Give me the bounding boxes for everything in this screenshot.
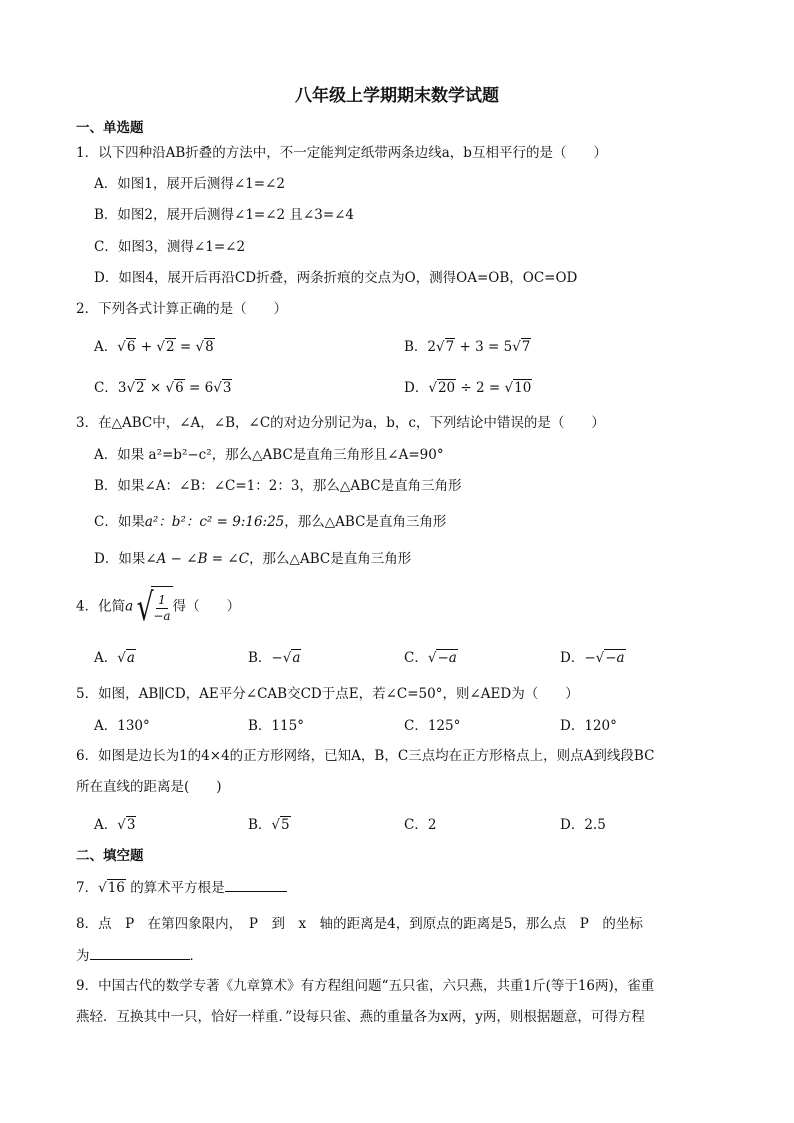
question-number: 7． <box>76 880 99 896</box>
sqrt-expression: √20 <box>428 380 456 396</box>
option-label: D． <box>404 380 429 396</box>
question-5-stem: 5．如图，AB∥CD，AE平分∠CAB交CD于点E，若∠C=50°，则∠AED为（ ） <box>76 686 579 702</box>
question-6-option-c: C．2 <box>404 817 437 833</box>
option-label: C． <box>94 380 118 396</box>
operator: × <box>145 380 166 396</box>
question-2-option-a <box>94 337 215 357</box>
coefficient: 2 <box>427 339 437 355</box>
question-4-option-b <box>248 648 301 668</box>
option-label: A． <box>94 817 118 833</box>
answer-blank[interactable] <box>90 945 190 960</box>
operator: + <box>136 339 157 355</box>
operator: = 6 <box>184 380 214 396</box>
sqrt-expression: √6 <box>117 339 136 355</box>
radicand: 7 <box>445 339 455 355</box>
question-5-option-d: D．120° <box>560 718 617 734</box>
radicand: a <box>292 650 301 666</box>
radicand: 5 <box>281 817 290 833</box>
radicand: 6 <box>175 380 184 396</box>
question-6-line-1: 6．如图是边长为1的4×4的正方形网络，已知A，B，C三点均在正方形格点上，则点A到线段BC <box>76 748 655 764</box>
math-expression: ∠A − ∠B = ∠C <box>145 551 250 567</box>
sqrt-expression: √7 <box>436 339 455 355</box>
sqrt-expression: √3 <box>213 380 232 396</box>
sqrt-expression: √−a <box>595 650 625 666</box>
question-1-option-b: B．如图2，展开后测得∠1=∠2 且∠3=∠4 <box>94 207 355 223</box>
stem-text: 得（ ） <box>172 598 241 615</box>
question-text: 的算术平方根是 <box>130 880 225 896</box>
operator: + 3 = 5 <box>455 339 513 355</box>
radicand: 8 <box>205 339 214 355</box>
sqrt-expression: √7 <box>512 339 531 355</box>
stem-text: 4．化简 <box>76 598 126 615</box>
question-6-line-2: 所在直线的距离是( ) <box>76 779 222 795</box>
question-5-option-b: B．115° <box>248 718 304 734</box>
option-label: C． <box>404 650 428 666</box>
question-1-option-a: A．如图1，展开后测得∠1=∠2 <box>94 176 285 192</box>
sqrt-expression: √−a <box>427 650 457 666</box>
option-label: A． <box>94 339 118 355</box>
math-expression: a²：b²：c² = 9:16:25 <box>144 514 285 530</box>
question-6-option-b <box>248 815 291 835</box>
sqrt-expression: √2 <box>126 380 145 396</box>
question-4-option-c <box>404 648 458 668</box>
sqrt-expression: √10 <box>504 380 532 396</box>
option-label: A． <box>94 650 118 666</box>
operator: = <box>175 339 196 355</box>
question-1-stem: 1．以下四种沿AB折叠的方法中，不一定能判定纸带两条边线a，b互相平行的是（ ） <box>76 145 607 161</box>
option-label: B． <box>248 817 272 833</box>
question-text: ． <box>189 948 203 964</box>
coefficient: 3 <box>117 380 127 396</box>
option-label: B． <box>248 650 272 666</box>
radicand: 6 <box>126 339 136 355</box>
question-3-option-b: B．如果∠A：∠B：∠C=1：2：3，那么△ABC是直角三角形 <box>94 478 462 494</box>
question-6-option-a <box>94 815 136 835</box>
sqrt-fraction: √ $\frac{1}{-a}$ <box>136 585 171 629</box>
question-6-option-d: D．2.5 <box>560 817 606 833</box>
option-text: D．如果 <box>94 551 146 567</box>
sqrt-expression: √8 <box>195 339 214 355</box>
sqrt-expression: √3 <box>117 817 136 833</box>
answer-blank[interactable] <box>225 877 287 892</box>
question-5-option-c: C．125° <box>404 718 461 734</box>
radicand: −a <box>605 650 625 666</box>
question-9-line-1: 9．中国古代的数学专著《九章算术》有方程组问题“五只雀，六只燕，共重1斤(等于16两)，雀重 <box>76 978 655 994</box>
sign: − <box>584 650 596 666</box>
question-3-option-d <box>94 549 411 569</box>
operator: ÷ 2 = <box>456 380 505 396</box>
variable: a <box>125 598 134 615</box>
sqrt-expression: √a <box>282 650 301 666</box>
sqrt-expression: √5 <box>271 817 290 833</box>
sqrt-expression: √a <box>117 650 135 666</box>
radicand: 10 <box>514 380 532 396</box>
option-text: ，那么△ABC是直角三角形 <box>284 514 447 530</box>
radicand: 3 <box>126 817 136 833</box>
option-label: B． <box>404 339 428 355</box>
question-2-stem: 2．下列各式计算正确的是（ ） <box>76 301 288 317</box>
section-heading-fill-in: 二、填空题 <box>76 848 144 864</box>
sqrt-expression: √2 <box>156 339 175 355</box>
question-2-option-b <box>404 337 531 357</box>
radicand: 2 <box>165 339 175 355</box>
section-heading-single-choice: 一、单选题 <box>76 120 144 136</box>
sqrt-expression: √16 <box>98 880 125 896</box>
question-4-option-a <box>94 648 136 668</box>
numerator: 1 <box>158 593 166 607</box>
question-5-option-a: A．130° <box>94 718 150 734</box>
question-8-line-1: 8．点 P 在第四象限内， P 到 x 轴的距离是4，到原点的距离是5，那么点 P 的坐标 <box>76 916 643 932</box>
question-3-option-c <box>94 512 446 532</box>
question-1-option-c: C．如图3，测得∠1=∠2 <box>94 239 246 255</box>
question-4-stem <box>76 586 240 628</box>
option-label: D． <box>560 650 585 666</box>
question-2-option-d <box>404 378 532 398</box>
question-text: 为 <box>76 948 90 964</box>
sign: − <box>271 650 283 666</box>
question-2-option-c <box>94 378 232 398</box>
radicand: −a <box>437 650 457 666</box>
option-text: C．如果 <box>94 514 145 530</box>
radicand: 16 <box>107 880 125 896</box>
denominator: −a <box>153 609 171 623</box>
radicand: 2 <box>136 380 145 396</box>
question-8-line-2 <box>76 945 203 966</box>
question-3-option-a: A．如果 a²=b²−c²，那么△ABC是直角三角形且∠A=90° <box>94 447 444 463</box>
question-7 <box>76 877 287 898</box>
radicand: 7 <box>521 339 531 355</box>
radicand: 20 <box>437 380 456 396</box>
question-1-option-d: D．如图4，展开后再沿CD折叠，两条折痕的交点为O，测得OA=OB，OC=OD <box>94 270 578 286</box>
question-4-option-d <box>560 648 626 668</box>
radicand: 3 <box>222 380 232 396</box>
radicand: a <box>126 650 135 666</box>
question-3-stem: 3．在△ABC中，∠A，∠B，∠C的对边分别记为a，b，c，下列结论中错误的是（ ） <box>76 415 605 431</box>
sqrt-expression: √6 <box>165 380 184 396</box>
option-text: ，那么△ABC是直角三角形 <box>249 551 412 567</box>
question-9-line-2: 燕轻．互换其中一只，恰好一样重．”设每只雀、燕的重量各为x两，y两，则根据题意，可得方程 <box>76 1009 645 1025</box>
page-title: 八年级上学期期末数学试题 <box>295 86 499 106</box>
